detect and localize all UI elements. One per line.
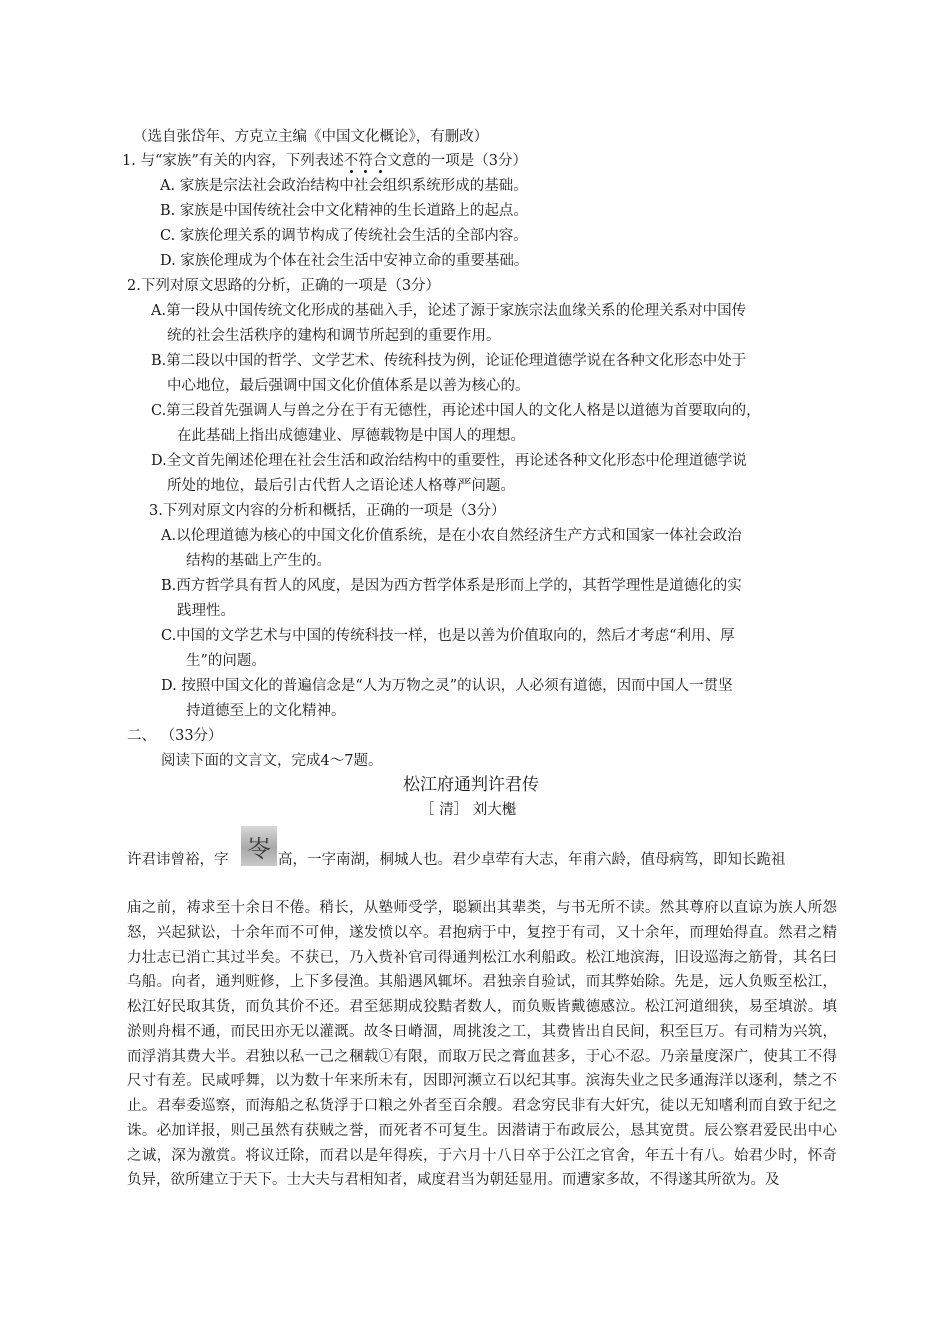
passage-title: 松江府通判许君传 bbox=[403, 775, 539, 795]
q3-option-d-line1: D. 按照中国文化的普遍信念是“人为万物之灵”的认识，人必须有道德，因而中国人一贯坚 bbox=[161, 678, 733, 694]
q1-stem bbox=[122, 151, 527, 171]
q2-option-a-line1: A.第一段从中国传统文化形成的基础入手，论述了源于家族宗法血缘关系的伦理关系对中国传 bbox=[151, 303, 747, 319]
q1-option-d: D. 家族伦理成为个体在社会生活中安神立命的重要基础。 bbox=[160, 253, 529, 269]
q2-option-c-line1: C.第三段首先强调人与兽之分在于有无德性，再论述中国人的文化人格是以道德为首要取向的， bbox=[151, 403, 761, 419]
q1-emph-1: 不 bbox=[343, 153, 359, 169]
q2-option-d-line2: 所处的地位，最后引古代哲人之语论述人格尊严问题。 bbox=[167, 478, 515, 494]
q1-emph-2: 符 bbox=[358, 153, 373, 169]
q3-option-a-line2: 结构的基础上产生的。 bbox=[186, 553, 331, 569]
q3-stem: 3.下列对原文内容的分析和概括，正确的一项是（3分） bbox=[149, 503, 506, 519]
q2-stem: 2.下列对原文思路的分析，正确的一项是（3分） bbox=[127, 278, 441, 294]
passage-first-line-start: 许君讳曾裕，字 bbox=[127, 852, 229, 868]
q3-option-a-line1: A.以伦理道德为核心的中国文化价值系统，是在小农自然经济生产方式和国家一体社会政治 bbox=[161, 528, 742, 544]
q2-option-a-line2: 统的社会生活秩序的建构和调节所起到的重要作用。 bbox=[167, 328, 501, 344]
q1-emph-3: 合 bbox=[372, 153, 388, 169]
q2-option-b-line1: B.第二段以中国的哲学、文学艺术、传统科技为例，论证伦理道德学说在各种文化形态中处于 bbox=[151, 353, 747, 369]
source-citation: （选自张岱年、方克立主编《中国文化概论》，有删改） bbox=[133, 129, 489, 145]
character-image: 岺 bbox=[241, 826, 277, 866]
section-instruction: 阅读下面的文言文，完成4～7题。 bbox=[161, 753, 383, 769]
q3-option-c-line1: C.中国的文学艺术与中国的传统科技一样，也是以善为价值取向的，然后才考虑“利用、厚 bbox=[161, 628, 735, 644]
q2-option-c-line2: 在此基础上指出成德建业、厚德载物是中国人的理想。 bbox=[177, 428, 525, 444]
q2-option-b-line2: 中心地位，最后强调中国文化价值体系是以善为核心的。 bbox=[167, 378, 530, 394]
q1-option-a: A. 家族是宗法社会政治结构中社会组织系统形成的基础。 bbox=[160, 178, 528, 194]
q2-option-d-line1: D.全文首先阐述伦理在社会生活和政治结构中的重要性，再论述各种文化形态中伦理道德学说 bbox=[151, 453, 747, 469]
passage-first-line-end: 高，一字南湖，桐城人也。君少卓荦有大志，年甫六龄，值母病笃，即知长跪祖 bbox=[278, 852, 786, 868]
q3-option-d-line2: 持道德至上的文化精神。 bbox=[186, 703, 346, 719]
passage-body: 庙之前，祷求至十余日不倦。稍长，从塾师受学，聪颖出其辈类，与书无所不读。然其尊府以直谅为族人所怨怒，兴起狱讼，十余年而不可伸，遂发愤以卒。君抱病于中，复控于有司，又十余年，而理始得直。然君之精力壮志已消亡其过半矣。不获已，乃入赀补官司得通判松江水利船政。松江地滨海，旧设巡海之筋骨，其名曰乌船。向者，通判赃修，上下多侵渔。其船遇风辄坏。君独亲自验试，而其弊始除。先是，远人负贩至松江，松江好民取其货，而负其价不还。君至惩期成狡黠者数人，而负贩皆戴德感泣。松江河道细狭，易至填淤。填淤则舟楫不通，而民田亦无以灌溉。故冬日嵴涸，周挑浚之工，其费皆出自民间，积至巨万。有司精为兴筑，而浮消其费大半。君独以私一己之稛载①有限，而取万民之膏血甚多，于心不忍。乃亲量度深广，使其工不得尺寸有差。民咸呼舞，以为数十年来所未有，因即河濒立石以纪其事。滨海失业之民多通海洋以逐利，禁之不止。君奉委巡察，而海船之私货浮于口粮之外者至百余艘。君念穷民非有大奸宄，徒以无知嗜利而自致于纪之诛。必加详报，则己虽然有获贼之誉，而死者不可复生。因潜请于布政辰公，恳其宽贯。辰公察君爱民出中心之诚，深为激赏。将议迁除，而君以是年得疾，于六月十八日卒于公江之官舍，年五十有八。始君少时，怀奇负异，欲所建立于天下。士大夫与君相知者，咸度君当为朝廷显用。而遭家多故，不得遂其所欲为。及 bbox=[127, 900, 837, 1189]
q3-option-b-line2: 践理性。 bbox=[177, 603, 235, 619]
q1-stem-before: 1. 与“家族”有关的内容，下列表述 bbox=[122, 153, 344, 169]
q3-option-b-line1: B.西方哲学具有哲人的风度，是因为西方哲学体系是形而上学的，其哲学理性是道德化的实 bbox=[161, 578, 742, 594]
q1-stem-after: 文意的一项是（3分） bbox=[387, 153, 528, 169]
q1-option-b: B. 家族是中国传统社会中文化精神的生长道路上的起点。 bbox=[160, 203, 528, 219]
q3-option-c-line2: 生”的问题。 bbox=[186, 653, 266, 669]
q1-option-c: C. 家族伦理关系的调节构成了传统社会生活的全部内容。 bbox=[160, 228, 528, 244]
passage-author: ［ 清］ 刘大櫆 bbox=[420, 802, 517, 818]
section-heading: 二、 （33分） bbox=[127, 728, 223, 744]
